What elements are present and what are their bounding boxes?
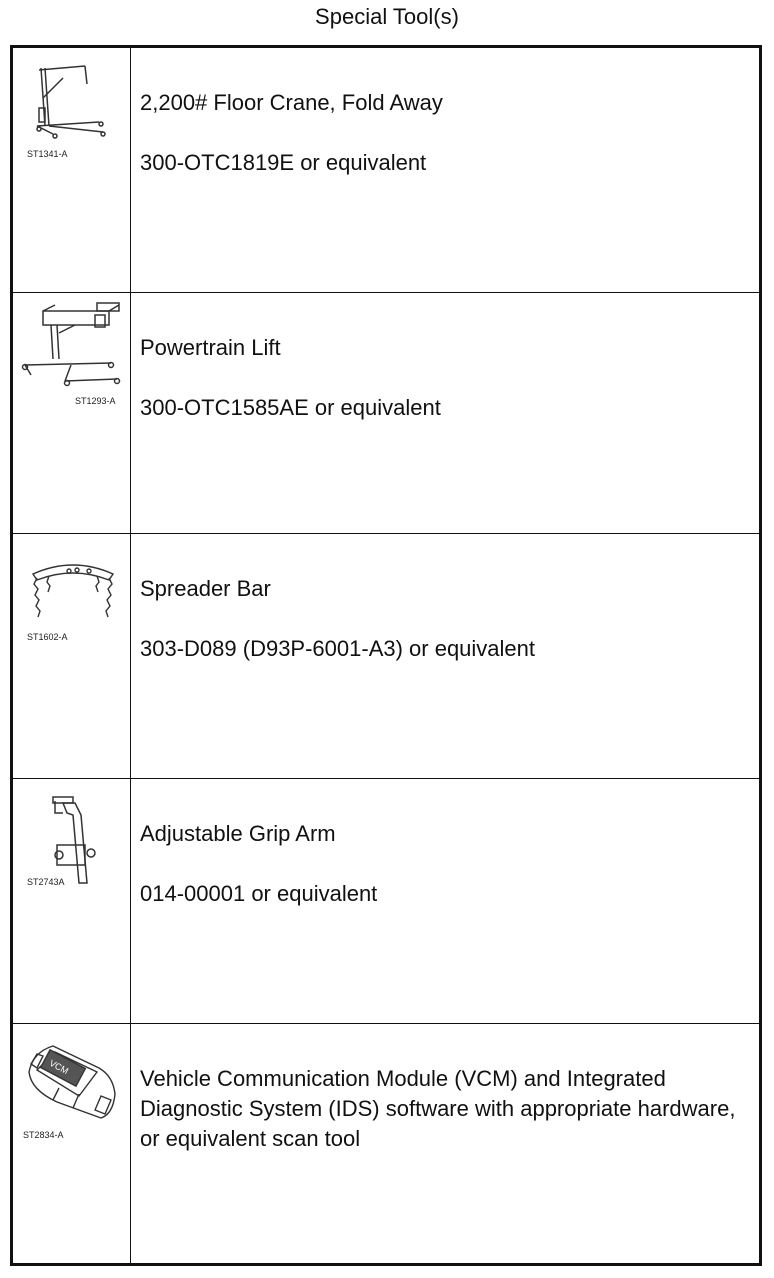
grip-arm-icon [13,779,131,1023]
tool-row [13,534,759,779]
tool-name: Spreader Bar [140,576,271,601]
tool-image-cell [13,293,131,533]
tool-code: ST2743A [27,877,65,887]
tool-description [140,58,752,208]
tool-description [140,1034,752,1214]
tool-row [13,293,759,534]
tool-image-cell [13,1024,131,1263]
floor-crane-icon [13,48,131,292]
tool-part-number: 300-OTC1819E or equivalent [140,150,427,175]
tool-code: ST1341-A [27,149,68,159]
tool-name: Adjustable Grip Arm [140,821,336,846]
tool-row [13,779,759,1024]
tool-code: ST1602-A [27,632,68,642]
tool-description [140,303,752,453]
tool-description [140,544,752,694]
tool-code: ST2834-A [23,1130,64,1140]
tool-row [13,1024,759,1263]
svg-text:VCM: VCM [47,1057,71,1077]
spreader-bar-icon [13,534,131,778]
tool-part-number: 303-D089 (D93P-6001-A3) or equivalent [140,636,536,661]
special-tools-table [10,45,762,1266]
tool-name: Powertrain Lift [140,335,281,360]
tool-part-number: 014-00001 or equivalent [140,881,378,906]
tool-part-number: 300-OTC1585AE or equivalent [140,395,441,420]
page-title: Special Tool(s) [315,4,459,29]
tool-name: Vehicle Communication Module (VCM) and Integrated Diagnostic System (IDS) software with appropriate hardware, or equivalent scan tool [140,1066,736,1151]
tool-image-cell [13,779,131,1023]
tool-description [140,789,752,939]
tool-code: ST1293-A [75,396,116,406]
powertrain-lift-icon [13,293,131,533]
tool-row [13,48,759,293]
tool-name: 2,200# Floor Crane, Fold Away [140,90,443,115]
vcm-module-icon [13,1024,131,1262]
tool-image-cell [13,48,131,292]
tool-image-cell [13,534,131,778]
